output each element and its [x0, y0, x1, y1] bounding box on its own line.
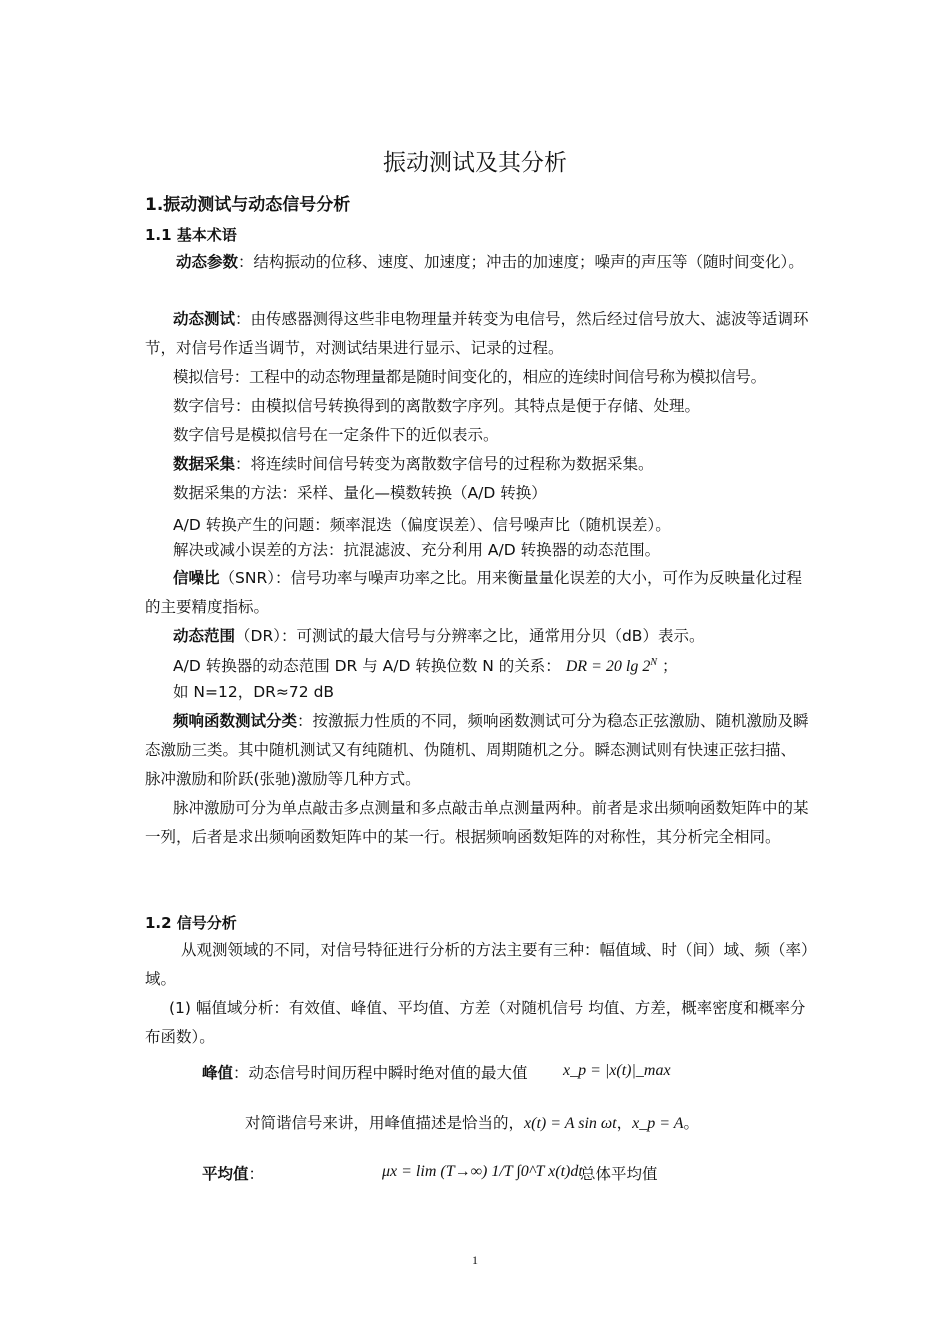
- paragraph-dynamic-params: [145, 248, 810, 277]
- text-dr-relation: A/D 转换器的动态范围 DR 与 A/D 转换位数 N 的关系：: [173, 657, 561, 675]
- term-dynamic-params: 动态参数: [176, 253, 239, 271]
- formula-mean: μx = lim (T→∞) 1/T ∫0^T x(t)dt: [382, 1163, 583, 1180]
- section-heading: 1.振动测试与动态信号分析: [145, 195, 351, 215]
- document-title: 振动测试及其分析: [383, 150, 567, 176]
- text-data-acquisition: ：将连续时间信号转变为离散数字信号的过程称为数据采集。: [235, 455, 654, 473]
- paragraph-data-acquisition: [173, 453, 838, 475]
- formula-dr: [566, 658, 657, 675]
- paragraph-dynamic-range: [173, 625, 838, 647]
- text-dynamic-params: ：结构振动的位移、速度、加速度；冲击的加速度；噪声的声压等（随时间变化）。: [238, 253, 804, 271]
- text-dr-end: ；: [661, 657, 678, 675]
- formula-dr-exponent: N: [650, 657, 657, 668]
- term-snr: 信噪比: [173, 569, 220, 587]
- paragraph-analog-signal: 模拟信号：工程中的动态物理量都是随时间变化的，相应的连续时间信号称为模拟信号。: [173, 368, 766, 386]
- formula-dr-base: DR = 20 lg 2: [565, 658, 651, 675]
- paragraph-error-reduction: 解决或减小误差的方法：抗混滤波、充分利用 A/D 转换器的动态范围。: [173, 541, 661, 559]
- paragraph-dr-example: 如 N=12，DR≈72 dB: [173, 683, 335, 701]
- paragraph-digital-signal: 数字信号：由模拟信号转换得到的离散数字序列。其特点是便于存储、处理。: [173, 397, 701, 415]
- text-snr: （SNR）：信号功率与噪声功率之比。用来衡量量化误差的大小，可作为反映量化过程的主要精度指标。: [145, 569, 802, 616]
- term-dynamic-range: 动态范围: [173, 627, 236, 645]
- text-sine-signal: 对简谐信号来讲，用峰值描述是恰当的，: [245, 1114, 525, 1132]
- paragraph-analysis-domains: 从观测领域的不同，对信号特征进行分析的方法主要有三种：幅值域、时（间）域、频（率）域。: [145, 941, 809, 988]
- paragraph-frf-classification: [145, 707, 810, 794]
- paragraph-sine-signal: [245, 1112, 910, 1135]
- label-population-mean: 总体平均值: [580, 1165, 658, 1183]
- paragraph-dr-relation: [173, 655, 838, 680]
- text-dynamic-range: （DR）：可测试的最大信号与分辨率之比，通常用分贝（dB）表示。: [235, 627, 705, 645]
- term-mean-value: 平均值: [202, 1165, 249, 1183]
- text-dynamic-testing: ：由传感器测得这些非电物理量并转变为电信号，然后经过信号放大、滤波等适调环节，对信号作适当调节，对测试结果进行显示、记录的过程。: [145, 310, 809, 357]
- formula-sine: x(t) = A sin ωt: [524, 1115, 617, 1132]
- formula-peak-amplitude: x_p = A: [632, 1115, 684, 1132]
- paragraph-digital-approx: 数字信号是模拟信号在一定条件下的近似表示。: [173, 426, 499, 444]
- term-peak-value: 峰值: [202, 1064, 234, 1082]
- subsection-heading-1-1: 1.1 基本术语: [145, 226, 237, 244]
- paragraph-dynamic-testing: [145, 305, 810, 363]
- paragraph-acquisition-method: 数据采集的方法：采样、量化—模数转换（A/D 转换）: [173, 484, 547, 502]
- formula-peak: x_p = |x(t)|_max: [563, 1062, 671, 1079]
- term-data-acquisition: 数据采集: [173, 455, 236, 473]
- paragraph-impulse-excitation: 脉冲激励可分为单点敲击多点测量和多点敲击单点测量两种。前者是求出频响函数矩阵中的某一列，后者是求出频响函数矩阵中的某一行。根据频响函数矩阵的对称性，其分析完全相同。: [145, 799, 809, 846]
- subsection-heading-1-2: 1.2 信号分析: [145, 914, 237, 932]
- text-mean-colon: ：: [248, 1165, 265, 1183]
- term-dynamic-testing: 动态测试: [173, 310, 236, 328]
- paragraph-peak-value: [202, 1062, 867, 1084]
- paragraph-snr: [145, 564, 810, 622]
- text-sine-end: 。: [683, 1114, 700, 1132]
- text-peak-value: ：动态信号时间历程中瞬时绝对值的最大值: [233, 1064, 528, 1082]
- paragraph-amplitude-analysis: (1) 幅值域分析：有效值、峰值、平均值、方差（对随机信号 均值、方差，概率密度和概率分布函数）。: [145, 999, 806, 1046]
- term-frf-classification: 频响函数测试分类: [173, 712, 298, 730]
- page-number: 1: [472, 1253, 478, 1267]
- paragraph-ad-problems: A/D 转换产生的问题：频率混迭（偏度误差）、信号噪声比（随机误差）。: [173, 516, 671, 534]
- text-sine-comma: ，: [616, 1114, 633, 1132]
- text-frf-classification: ：按激振力性质的不同，频响函数测试可分为稳态正弦激励、随机激励及瞬态激励三类。其中随机测试又有纯随机、伪随机、周期随机之分。瞬态测试则有快速正弦扫描、脉冲激励和阶跃(张驰)激励等几种方式。: [145, 712, 809, 788]
